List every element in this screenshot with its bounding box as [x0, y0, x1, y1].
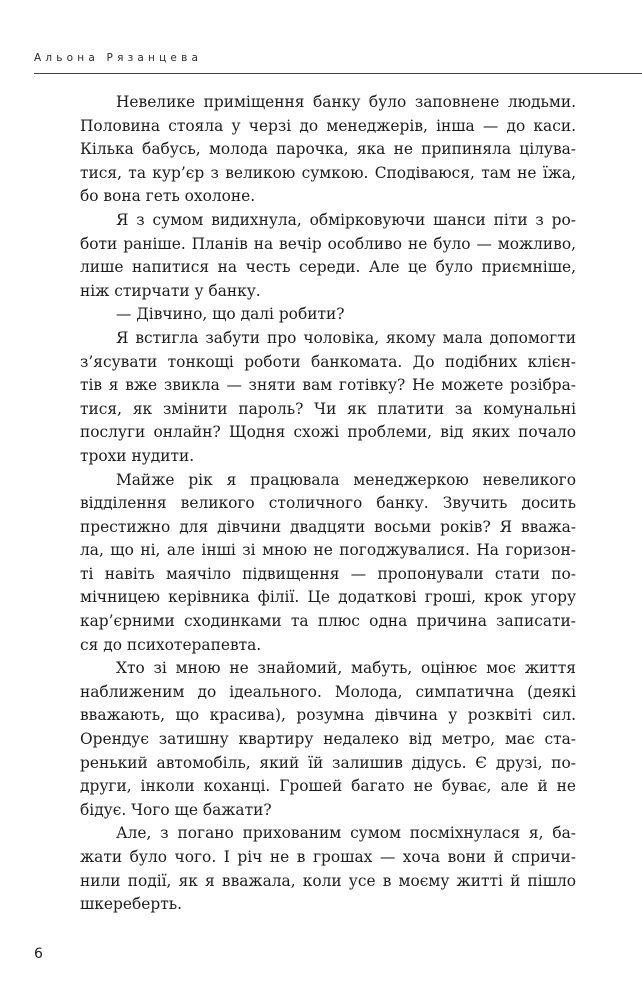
text-line: тися, та кур’єр з великою сумкою. Сподіваюся, там не їжа, — [80, 163, 576, 182]
text-line: нили події, як я вважала, коли усе в моєму житті й пішло — [80, 871, 576, 890]
text-line: други, інколи коханці. Грошей багато не буває, але й не — [80, 777, 576, 796]
text-line: Майже рік я працювала менеджеркою невеликого — [116, 470, 576, 489]
text-line: лише напитися на честь середи. Але це було приємніше, — [80, 258, 576, 277]
text-line: ніж стирчати у банку. — [80, 281, 261, 300]
text-line: наближеним до ідеального. Молода, симпатична (деякі — [80, 682, 576, 701]
text-line: ті навіть маячіло підвищення — пропонували стати по- — [80, 564, 576, 583]
text-line: шкереберть. — [80, 895, 183, 914]
text-line: Але, з погано прихованим сумом посміхнулася я, ба- — [116, 824, 576, 843]
page-number: 6 — [34, 946, 43, 962]
text-line: трохи нудити. — [80, 446, 195, 465]
text-line: Орендує затишну квартиру недалеко від метро, має ста- — [80, 730, 576, 749]
text-line: Кілька бабусь, молода парочка, яка не припиняла цілува- — [80, 140, 576, 159]
text-line: Половина стояла у черзі до менеджерів, інша — до каси. — [80, 116, 576, 135]
text-line: послуги онлайн? Щодня схожі проблеми, від яких почало — [80, 423, 576, 442]
paragraph — [80, 91, 576, 209]
text-line: тів я вже звикла — зняти вам готівку? Не можете розібра- — [80, 376, 576, 395]
paragraph — [80, 209, 576, 303]
text-line: — Дівчино, що далі робити? — [116, 305, 345, 324]
text-line: Невелике приміщення банку було заповнене людьми. — [116, 93, 576, 111]
body-text — [80, 91, 576, 917]
text-line: мічницею керівника філії. Це додаткові гроші, крок угору — [80, 588, 576, 607]
text-line: ся до психотерапевта. — [80, 635, 262, 654]
text-line: бо вона геть охолоне. — [80, 187, 256, 206]
paragraph — [80, 822, 576, 916]
paragraph — [80, 303, 576, 327]
text-line: вважають, що красива), розумна дівчина у розквіті сил. — [80, 706, 576, 725]
running-head: Альона Рязанцева — [34, 52, 203, 64]
text-line: ренький автомобіль, який їй залишив дідусь. Є друзі, по- — [80, 753, 576, 772]
text-line: з’ясувати тонкощі роботи банкомата. До подібних клієн- — [80, 352, 576, 371]
text-line: кар’єрними сходинками та плюс одна причина записати- — [80, 612, 576, 631]
text-line: відділення великого столичного банку. Звучить досить — [80, 494, 576, 513]
text-line: боти раніше. Планів на вечір особливо не було — можливо, — [80, 234, 576, 253]
header-rule — [34, 73, 642, 74]
text-line: Я встигла забути про чоловіка, якому мала допомогти — [116, 328, 576, 347]
text-line: Хто зі мною не знайомий, мабуть, оцінює моє життя — [116, 659, 576, 678]
text-line: ла, що ні, але інші зі мною не погоджувалися. На горизон- — [80, 541, 576, 560]
text-line: жати було чого. І річ не в грошах — хоча вони й спричи- — [80, 848, 576, 866]
paragraph — [80, 327, 576, 469]
paragraph — [80, 469, 576, 658]
paragraph — [80, 657, 576, 822]
text-line: тися, як змінити пароль? Чи як платити за комунальні — [80, 399, 576, 418]
text-line: Я з сумом видихнула, обмірковуючи шанси піти з ро- — [116, 210, 576, 229]
text-line: престижно для дівчини двадцяти восьми років? Я вважа- — [80, 517, 576, 536]
text-line: бідує. Чого ще бажати? — [80, 800, 272, 819]
